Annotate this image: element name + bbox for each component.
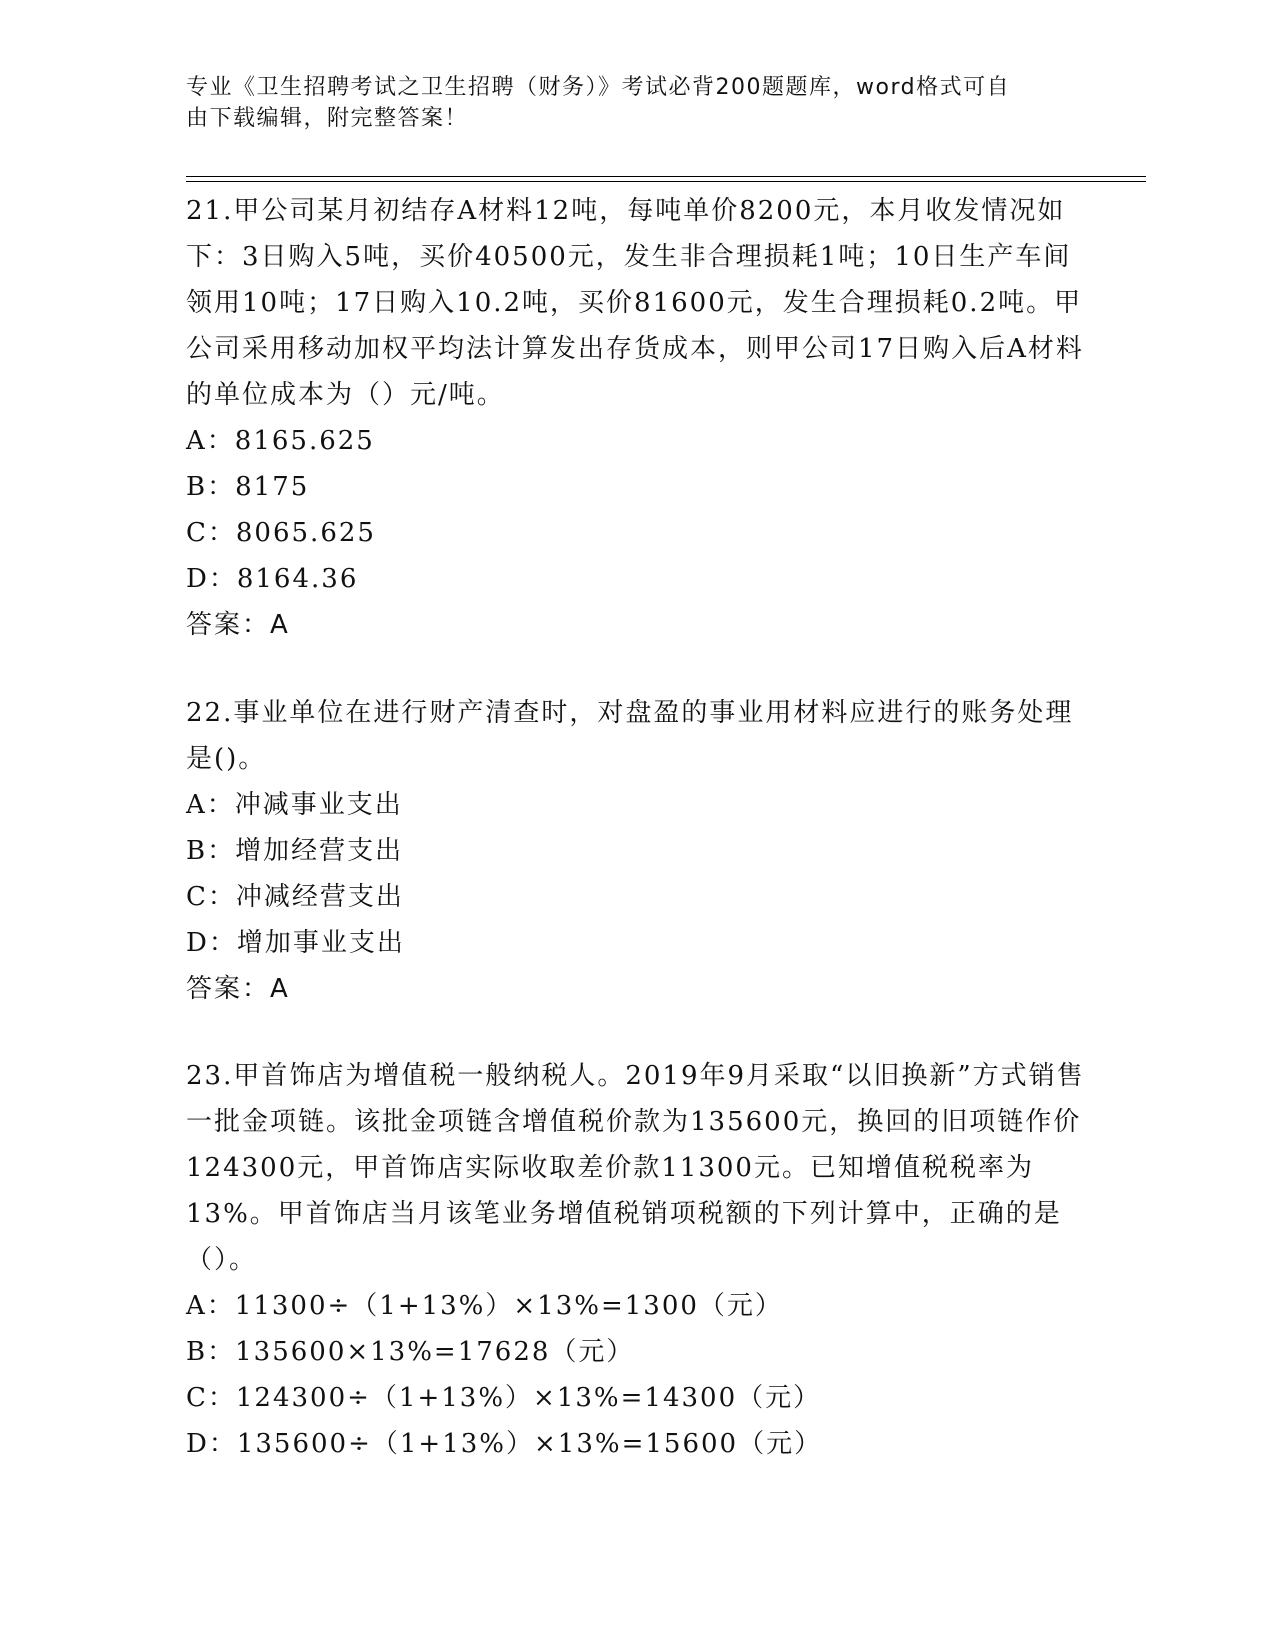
option-d: D：8164.36	[186, 564, 359, 594]
option-a: A：8165.625	[186, 426, 375, 456]
question-21	[186, 188, 1086, 648]
option-c: C：8065.625	[186, 518, 376, 548]
question-stem: 23.甲首饰店为增值税一般纳税人。2019年9月采取“以旧换新”方式销售一批金项链。该批金项链含增值税价款为135600元，换回的旧项链作价124300元，甲首饰店实际收取差价款11300元。已知增值税税率为13%。甲首饰店当月该笔业务增值税销项税额的下列计算中，正确的是（）。	[186, 1061, 1085, 1275]
answer-line: 答案：A	[186, 974, 290, 1004]
option-b: B：增加经营支出	[186, 836, 404, 866]
option-a: A：11300÷（1+13%）×13%=1300（元）	[186, 1291, 783, 1321]
question-22	[186, 690, 1086, 1012]
option-d: D：增加事业支出	[186, 928, 405, 958]
option-d: D：135600÷（1+13%）×13%=15600（元）	[186, 1429, 823, 1459]
question-stem: 22.事业单位在进行财产清查时，对盘盈的事业用材料应进行的账务处理是()。	[186, 698, 1074, 774]
question-stem: 21.甲公司某月初结存A材料12吨，每吨单价8200元，本月收发情况如下：3日购入5吨，买价40500元，发生非合理损耗1吨；10日生产车间领用10吨；17日购入10.2吨，买价81600元，发生合理损耗0.2吨。甲公司采用移动加权平均法计算发出存货成本，则甲公司17日购入后A材料的单位成本为（）元/吨。	[186, 196, 1084, 410]
option-b: B：135600×13%=17628（元）	[186, 1337, 635, 1367]
option-c: C：124300÷（1+13%）×13%=14300（元）	[186, 1383, 822, 1413]
header-line-1: 专业《卫生招聘考试之卫生招聘（财务）》考试必背200题题库，word格式可自	[186, 75, 1011, 100]
document-header	[186, 72, 1066, 134]
option-b: B：8175	[186, 472, 310, 502]
header-divider-top	[186, 176, 1146, 177]
option-a: A：冲减事业支出	[186, 790, 403, 820]
answer-line: 答案：A	[186, 610, 290, 640]
header-divider-bottom	[186, 181, 1146, 182]
question-23	[186, 1053, 1086, 1467]
option-c: C：冲减经营支出	[186, 882, 404, 912]
header-line-2: 由下载编辑，附完整答案！	[186, 106, 469, 131]
